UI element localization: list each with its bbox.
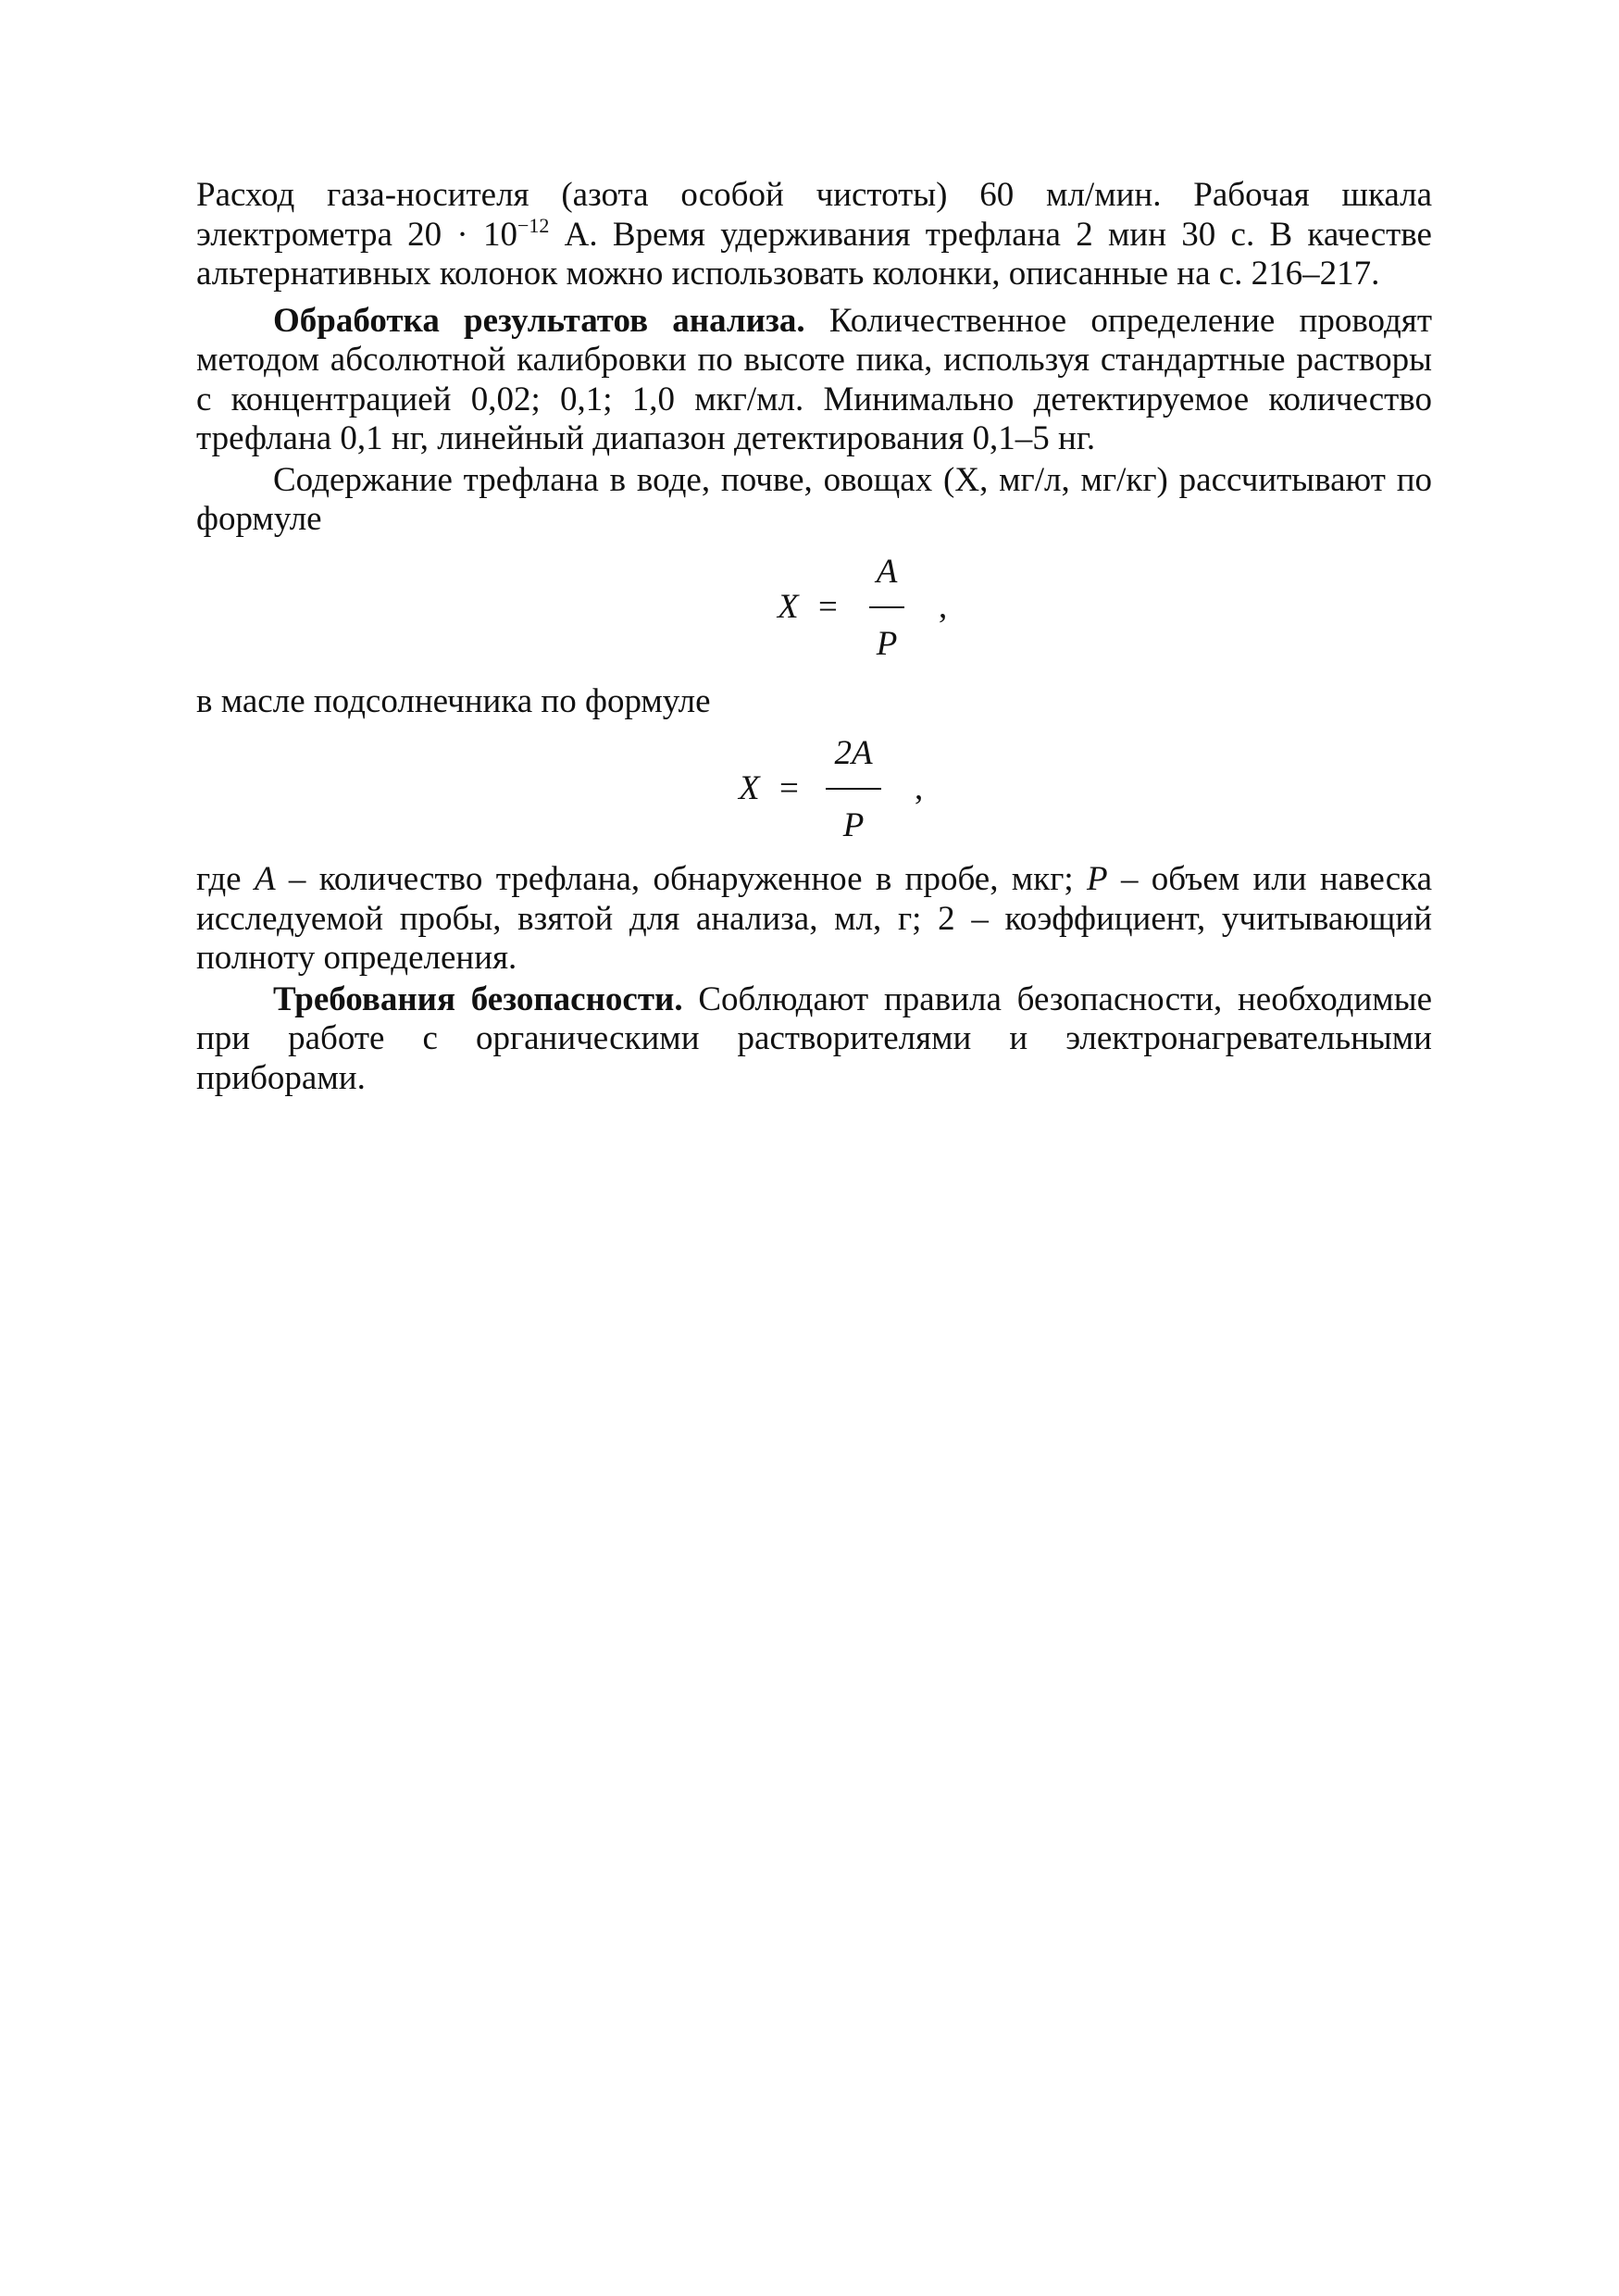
variable-a: A — [254, 860, 276, 898]
paragraph-carrier-gas — [196, 176, 1432, 294]
fraction-bar — [869, 606, 904, 608]
formula-denominator: P — [842, 806, 865, 844]
paragraph-variable-definitions — [196, 860, 1432, 979]
exponent: −12 — [517, 213, 550, 237]
paragraph-safety — [196, 980, 1432, 1099]
definition-p-text: – объем или навеска исследуемой пробы, взятой для анализа, мл, г; 2 – коэффициент, учитывающий полноту определения. — [196, 860, 1432, 977]
formula-lhs: X — [778, 587, 799, 626]
formula-comma: , — [939, 587, 948, 626]
document-page — [196, 176, 1432, 1098]
section-heading-safety: Требования безопасности. — [273, 980, 683, 1018]
formula-numerator: A — [876, 552, 898, 591]
carrier-gas-text-rest: А. Время удерживания трефлана 2 мин 30 с. В качестве альтернативных колонок можно использовать колонки, описанные на с. 216–217. — [196, 215, 1432, 293]
section-heading-results: Обработка результатов анализа. — [273, 301, 805, 340]
safety-text: Соблюдают правила безопасности, необходимые при работе с органическими растворителями и электронагревательными приборами. — [196, 980, 1432, 1097]
carrier-gas-text: Расход газа-носителя (азота особой чистоты) 60 мл/мин. Рабочая шкала электрометра 20 · 10 — [196, 176, 1432, 254]
formula-comma: , — [915, 769, 924, 807]
variable-p: P — [1087, 860, 1108, 898]
paragraph-sunflower-oil: в масле подсолнечника по формуле — [196, 681, 711, 720]
paragraph-content-formula-intro: Содержание трефлана в воде, почве, овощах (X, мг/л, мг/кг) рассчитывают по формуле — [196, 460, 1432, 538]
paragraph-results-processing — [196, 302, 1432, 459]
definition-a-text: – количество трефлана, обнаруженное в пробе, мкг; — [275, 860, 1087, 898]
definition-prefix: где — [196, 860, 255, 898]
formula-numerator: 2A — [834, 734, 873, 772]
formula-sunflower-oil — [196, 721, 1432, 858]
results-processing-text: Количественное определение проводят методом абсолютной калибровки по высоте пика, используя стандартные растворы с концентрацией 0,02; 0,1; 1,0 мкг/мл. Минимально детектируемое количество трефлана 0,1 нг, линейный диапазон детектирования 0,1–5 нг. — [196, 301, 1432, 457]
formula-equals: = — [818, 587, 838, 626]
formula-equals: = — [779, 769, 799, 807]
fraction-bar — [826, 788, 881, 790]
formula-denominator: P — [876, 624, 898, 663]
formula-water-soil — [196, 540, 1432, 679]
formula-lhs: X — [739, 769, 760, 807]
